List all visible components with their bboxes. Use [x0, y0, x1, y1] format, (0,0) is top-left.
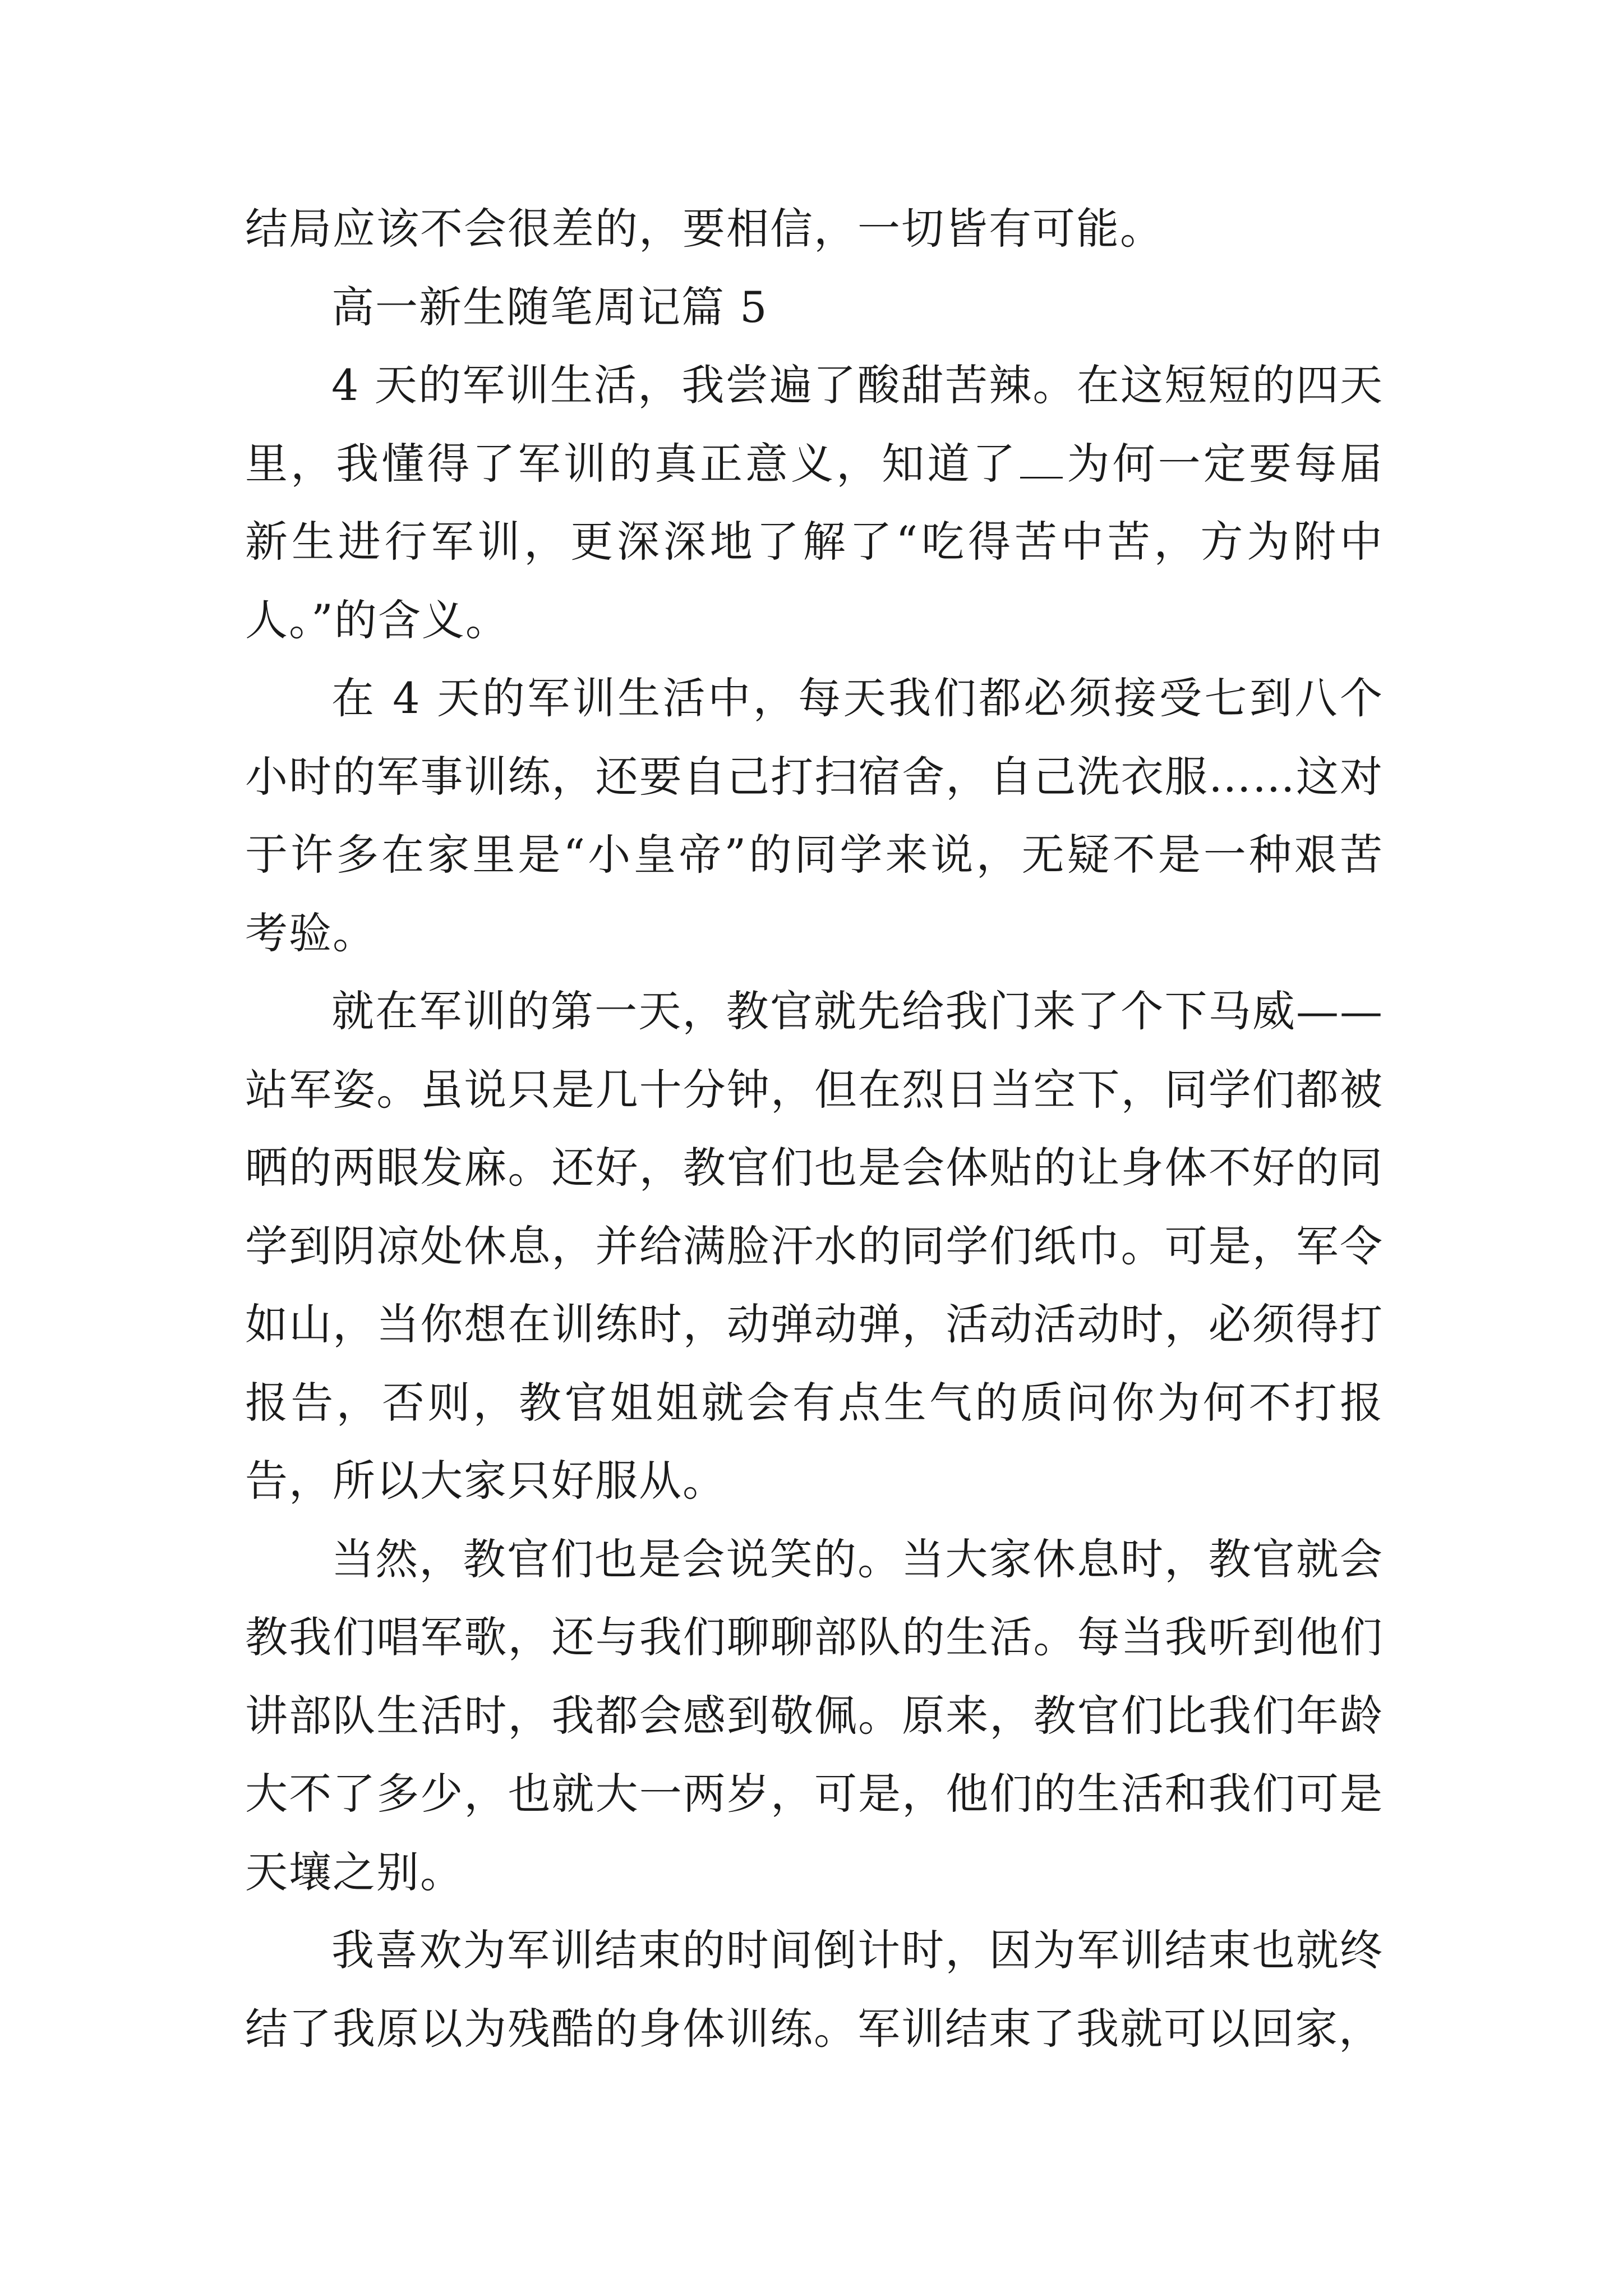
section-title: 高一新生随笔周记篇 5	[331, 282, 768, 332]
paragraph-countdown: 我喜欢为军训结束的时间倒计时，因为军训结束也就终结了我原以为残酷的身体训练。军训结束了我就可以回家，	[245, 1925, 1384, 2054]
paragraph-ending: 结局应该不会很差的，要相信，一切皆有可能。	[245, 204, 1164, 254]
document-body	[245, 190, 1384, 2068]
paragraph-first-day: 就在军训的第一天，教官就先给我门来了个下马威——站军姿。虽说只是几十分钟，但在烈日当空下，同学们都被晒的两眼发麻。还好，教官们也是会体贴的让身体不好的同学到阴凉处休息，并给满脸汗水的同学们纸巾。可是，军令如山，当你想在训练时，动弹动弹，活动活动时，必须得打报告，否则，教官姐姐就会有点生气的质问你为何不打报告，所以大家只好服从。	[245, 986, 1384, 1506]
paragraph-intro-part-1: 4 天的军训生活，我尝遍了酸甜苦辣。在这短短的四天里，我懂得了军训的真正意义，知道了	[245, 360, 1384, 489]
paragraph-instructors: 当然，教官们也是会说笑的。当大家休息时，教官就会教我们唱军歌，还与我们聊聊部队的生活。每当我听到他们讲部队生活时，我都会感到敬佩。原来，教官们比我们年龄大不了多少，也就大一两岁，可是，他们的生活和我们可是天壤之别。	[245, 1534, 1384, 1897]
paragraph-intro-part-2: 为何一定要每届新生进行军训，更深深地了解了“吃得苦中苦，方为附中人。”的含义。	[245, 438, 1384, 645]
fill-in-blank	[1020, 438, 1063, 478]
paragraph-intro	[245, 346, 1384, 659]
paragraph-training: 在 4 天的军训生活中，每天我们都必须接受七到八个小时的军事训练，还要自己打扫宿舍，自己洗衣服……这对于许多在家里是“小皇帝”的同学来说，无疑不是一种艰苦考验。	[245, 673, 1384, 958]
